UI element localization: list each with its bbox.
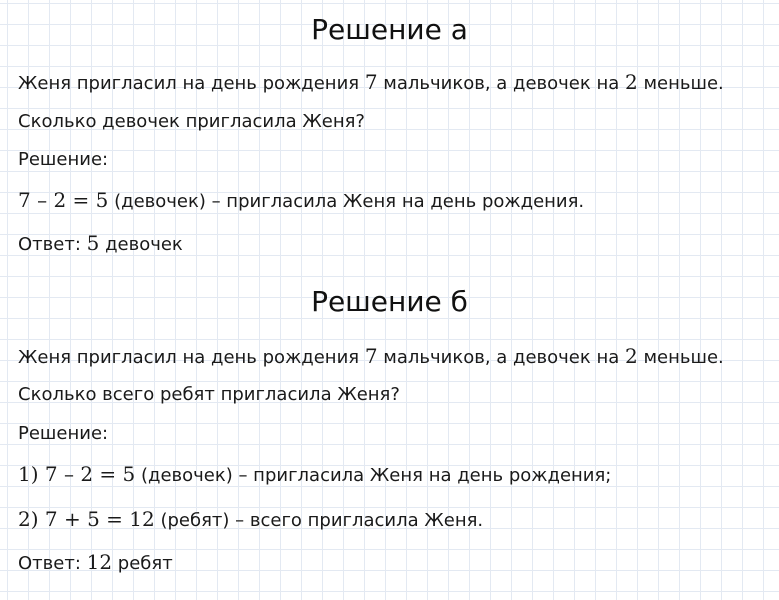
step-expression: 7 – 2 = 5 <box>18 188 109 212</box>
section-b-question: Сколько всего ребят пригласила Женя? <box>18 384 400 405</box>
problem-text: меньше. <box>637 347 724 368</box>
section-b-answer <box>18 552 173 573</box>
step-expression: 2) 7 + 5 = 12 <box>18 507 155 531</box>
problem-number-boys: 7 <box>364 344 378 368</box>
section-a-step-1 <box>18 190 584 211</box>
step-text: (девочек) – пригласила Женя на день рождения. <box>108 191 585 212</box>
section-b-step-1 <box>18 464 611 485</box>
section-a-answer <box>18 233 183 254</box>
section-b-step-2 <box>18 509 483 530</box>
problem-text: мальчиков, а девочек на <box>377 347 625 368</box>
section-b-solution-label: Решение: <box>18 423 109 444</box>
section-a-solution-label: Решение: <box>18 149 109 170</box>
problem-text: Женя пригласил на день рождения <box>18 73 365 94</box>
problem-text: Женя пригласил на день рождения <box>18 347 365 368</box>
answer-label: Ответ: <box>18 234 87 255</box>
answer-number: 5 <box>86 231 100 255</box>
step-text: (ребят) – всего пригласила Женя. <box>154 510 484 531</box>
section-b-title: Решение б <box>311 285 468 318</box>
problem-number-boys: 7 <box>364 70 378 94</box>
step-text: (девочек) – пригласила Женя на день рождения; <box>135 465 612 486</box>
answer-label: Ответ: <box>18 553 87 574</box>
answer-number: 12 <box>86 550 113 574</box>
section-a-problem <box>18 72 724 93</box>
problem-text: мальчиков, а девочек на <box>377 73 625 94</box>
answer-text: девочек <box>99 234 183 255</box>
section-b-problem <box>18 346 724 367</box>
section-a-title: Решение а <box>311 13 468 46</box>
problem-number-diff: 2 <box>625 344 638 368</box>
step-expression: 1) 7 – 2 = 5 <box>18 462 136 486</box>
problem-text: меньше. <box>637 73 724 94</box>
section-a-question: Сколько девочек пригласила Женя? <box>18 111 365 132</box>
answer-text: ребят <box>112 553 173 574</box>
problem-number-diff: 2 <box>625 70 638 94</box>
